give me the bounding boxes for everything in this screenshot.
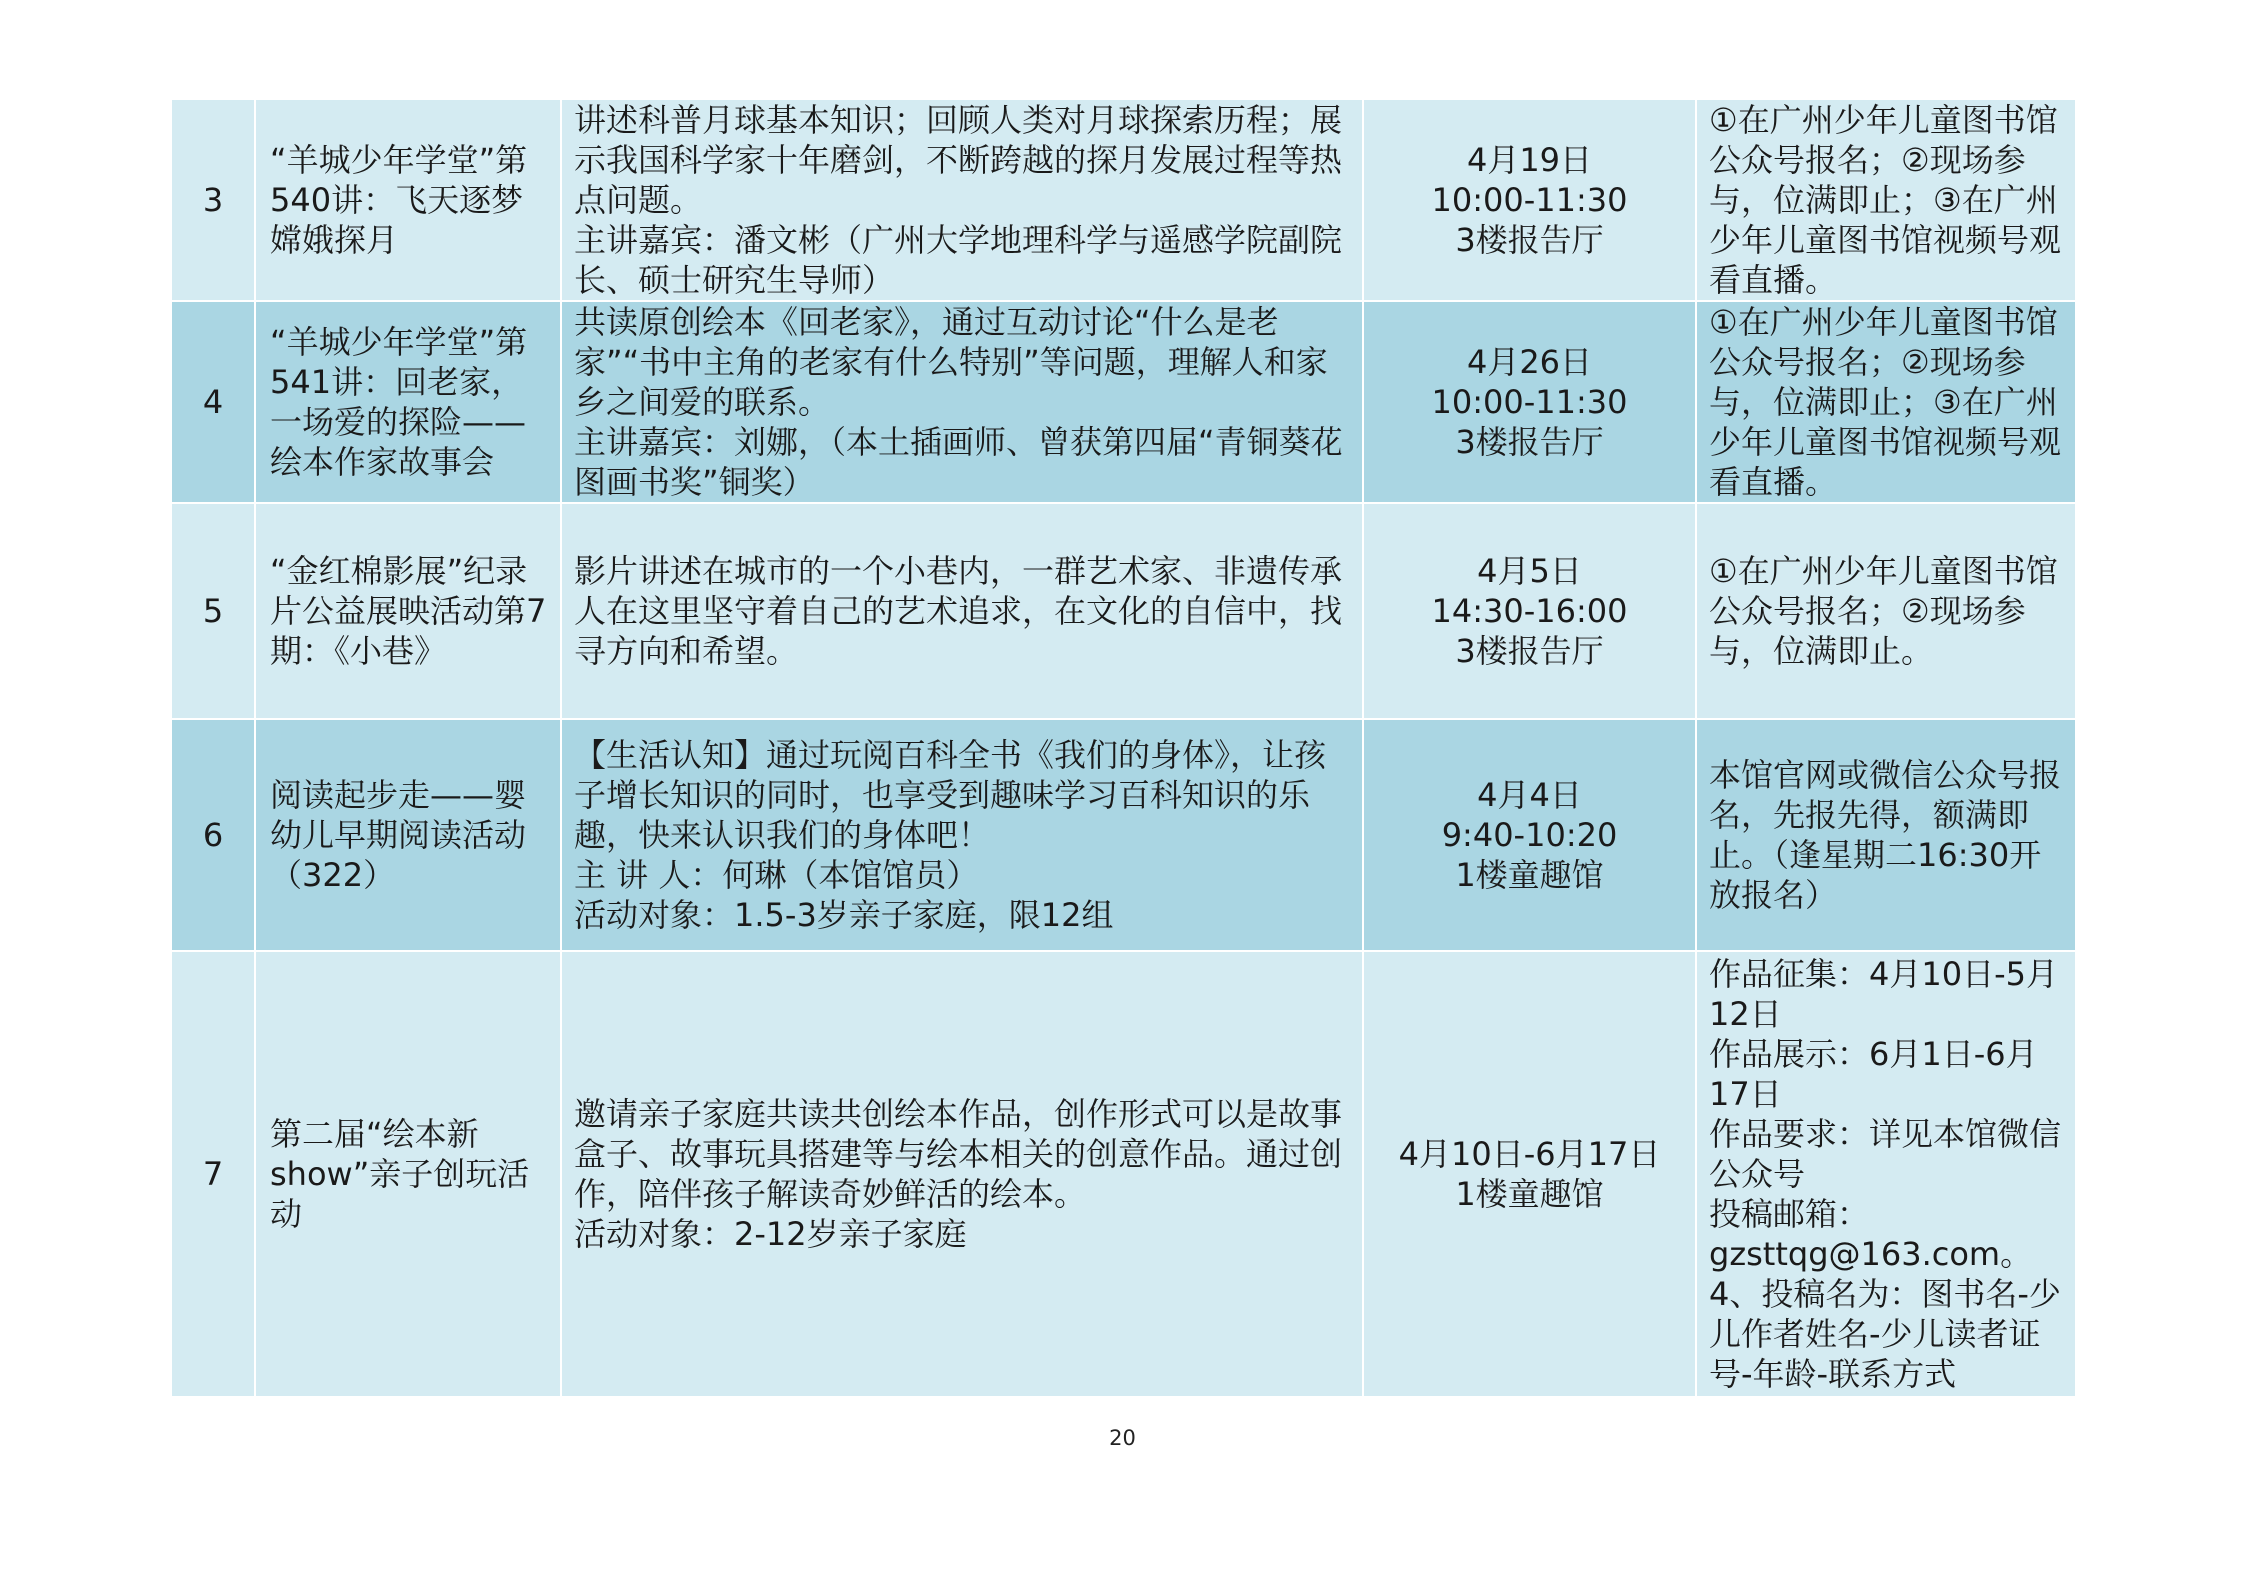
activity-description — [561, 99, 1363, 301]
activity-title: “羊城少年学堂”第540讲：飞天逐梦嫦娥探月 — [255, 99, 561, 301]
activity-venue: 3楼报告厅 — [1455, 632, 1604, 670]
activity-date-range: 4月10日-6月17日 — [1398, 1135, 1661, 1173]
activity-description — [561, 951, 1363, 1397]
registration-text: ①在广州少年儿童图书馆公众号报名；②现场参与，位满即止；③在广州少年儿童图书馆视频号观看直播。 — [1709, 303, 2062, 501]
activity-date: 4月19日 — [1466, 141, 1593, 179]
speaker-info: 主讲嘉宾：刘娜，（本土插画师、曾获第四届“青铜葵花图画书奖”铜奖） — [574, 423, 1343, 501]
speaker-info: 主讲嘉宾：潘文彬（广州大学地理科学与遥感学院副院长、硕士研究生导师） — [574, 221, 1343, 299]
registration-info — [1696, 503, 2076, 719]
registration-info — [1696, 719, 2076, 951]
audience-info: 活动对象：2-12岁亲子家庭 — [574, 1215, 967, 1253]
submission-period: 作品征集：4月10日-5月12日 — [1709, 955, 2058, 1033]
registration-info — [1696, 301, 2076, 503]
activity-venue: 1楼童趣馆 — [1455, 1175, 1604, 1213]
activity-date: 4月4日 — [1477, 776, 1582, 814]
registration-info — [1696, 99, 2076, 301]
activity-hours: 9:40-10:20 — [1441, 816, 1618, 854]
registration-text: ①在广州少年儿童图书馆公众号报名；②现场参与，位满即止。 — [1709, 552, 2058, 670]
table-row — [171, 503, 2076, 719]
table-row — [171, 951, 2076, 1397]
activity-title: 阅读起步走——婴幼儿早期阅读活动（322） — [255, 719, 561, 951]
activity-description — [561, 301, 1363, 503]
table-row — [171, 301, 2076, 503]
activity-time-location — [1363, 719, 1696, 951]
row-number: 6 — [171, 719, 255, 951]
description-paragraph: 讲述科普月球基本知识；回顾人类对月球探索历程；展示我国科学家十年磨剑，不断跨越的探月发展过程等热点问题。 — [574, 101, 1343, 219]
speaker-info: 主 讲 人：何琳（本馆馆员） — [574, 856, 979, 894]
activity-time-location — [1363, 99, 1696, 301]
activity-title: “羊城少年学堂”第541讲：回老家，一场爱的探险——绘本作家故事会 — [255, 301, 561, 503]
submission-email: 投稿邮箱：gzsttqg@163.com。 — [1709, 1195, 2033, 1273]
activity-title: 第二届“绘本新show”亲子创玩活动 — [255, 951, 561, 1397]
description-paragraph: 共读原创绘本《回老家》，通过互动讨论“什么是老家”“书中主角的老家有什么特别”等问题，理解人和家乡之间爱的联系。 — [574, 303, 1328, 421]
activity-time-location — [1363, 301, 1696, 503]
activity-hours: 10:00-11:30 — [1431, 383, 1628, 421]
activity-date: 4月26日 — [1466, 343, 1593, 381]
table-row — [171, 99, 2076, 301]
row-number: 3 — [171, 99, 255, 301]
work-requirements: 作品要求：详见本馆微信公众号 — [1709, 1115, 2062, 1193]
exhibition-period: 作品展示：6月1日-6月17日 — [1709, 1035, 2038, 1113]
audience-info: 活动对象：1.5-3岁亲子家庭，限12组 — [574, 896, 1114, 934]
activity-hours: 10:00-11:30 — [1431, 181, 1628, 219]
registration-text: 本馆官网或微信公众号报名，先报先得，额满即止。（逢星期二16:30开放报名） — [1709, 756, 2062, 914]
activity-time-location — [1363, 503, 1696, 719]
submission-naming: 4、投稿名为：图书名-少儿作者姓名-少儿读者证号-年龄-联系方式 — [1709, 1275, 2061, 1393]
description-paragraph: 影片讲述在城市的一个小巷内，一群艺术家、非遗传承人在这里坚守着自己的艺术追求，在文化的自信中，找寻方向和希望。 — [574, 552, 1343, 670]
activity-table-container — [170, 98, 2075, 1398]
description-paragraph: 【生活认知】通过玩阅百科全书《我们的身体》，让孩子增长知识的同时，也享受到趣味学习百科知识的乐趣，快来认识我们的身体吧！ — [574, 736, 1327, 854]
description-paragraph: 邀请亲子家庭共读共创绘本作品，创作形式可以是故事盒子、故事玩具搭建等与绘本相关的创意作品。通过创作，陪伴孩子解读奇妙鲜活的绘本。 — [574, 1095, 1343, 1213]
activity-description — [561, 719, 1363, 951]
activity-title: “金红棉影展”纪录片公益展映活动第7期：《小巷》 — [255, 503, 561, 719]
activity-venue: 3楼报告厅 — [1455, 221, 1604, 259]
registration-info — [1696, 951, 2076, 1397]
row-number: 4 — [171, 301, 255, 503]
activity-description — [561, 503, 1363, 719]
page-number: 20 — [1109, 1426, 1136, 1450]
activity-date: 4月5日 — [1477, 552, 1582, 590]
activity-venue: 3楼报告厅 — [1455, 423, 1604, 461]
activity-table — [170, 98, 2077, 1398]
registration-text: ①在广州少年儿童图书馆公众号报名；②现场参与，位满即止；③在广州少年儿童图书馆视频号观看直播。 — [1709, 101, 2062, 299]
activity-hours: 14:30-16:00 — [1431, 592, 1628, 630]
activity-time-location — [1363, 951, 1696, 1397]
row-number: 7 — [171, 951, 255, 1397]
activity-venue: 1楼童趣馆 — [1455, 856, 1604, 894]
table-row — [171, 719, 2076, 951]
row-number: 5 — [171, 503, 255, 719]
